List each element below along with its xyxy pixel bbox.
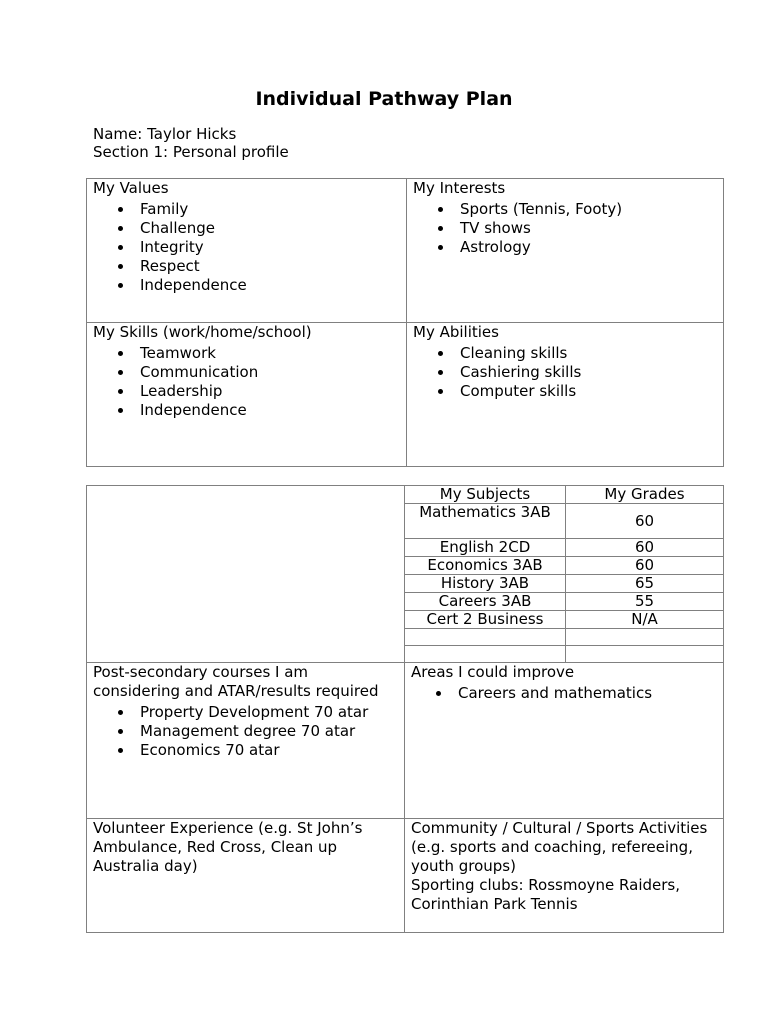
subject-cell: History 3AB bbox=[405, 575, 566, 593]
list-item: Property Development 70 atar bbox=[140, 703, 398, 722]
interests-list bbox=[413, 200, 717, 257]
list-item: Computer skills bbox=[460, 382, 717, 401]
list-item: Careers and mathematics bbox=[458, 684, 717, 703]
values-cell bbox=[87, 179, 407, 323]
list-item: Cashiering skills bbox=[460, 363, 717, 382]
list-item: Economics 70 atar bbox=[140, 741, 398, 760]
subject-cell: Careers 3AB bbox=[405, 593, 566, 611]
document-title: Individual Pathway Plan bbox=[255, 88, 513, 110]
volunteer-text: Volunteer Experience (e.g. St John’s Ambulance, Red Cross, Clean up Australia day) bbox=[93, 819, 363, 875]
name-line: Name: Taylor Hicks bbox=[93, 125, 237, 143]
grade-cell: 60 bbox=[566, 539, 724, 557]
list-item: Communication bbox=[140, 363, 400, 382]
list-item: Cleaning skills bbox=[460, 344, 717, 363]
list-item: Leadership bbox=[140, 382, 400, 401]
values-list bbox=[93, 200, 400, 295]
profile-meta bbox=[93, 125, 289, 161]
list-item: Teamwork bbox=[140, 344, 400, 363]
grade-cell: 55 bbox=[566, 593, 724, 611]
grade-cell bbox=[566, 646, 724, 663]
improve-heading: Areas I could improve bbox=[411, 663, 575, 681]
subject-cell: Economics 3AB bbox=[405, 557, 566, 575]
courses-heading: Post-secondary courses I am considering and ATAR/results required bbox=[93, 663, 379, 700]
subject-cell: Mathematics 3AB bbox=[405, 504, 566, 539]
skills-list bbox=[93, 344, 400, 420]
subject-cell bbox=[405, 646, 566, 663]
list-item: Independence bbox=[140, 401, 400, 420]
interests-heading: My Interests bbox=[413, 179, 506, 197]
list-item: Integrity bbox=[140, 238, 400, 257]
list-item: Family bbox=[140, 200, 400, 219]
improve-list bbox=[411, 684, 717, 703]
blank-cell bbox=[87, 486, 405, 663]
community-text: Community / Cultural / Sports Activities (e.g. sports and coaching, refereeing, youth groups) bbox=[411, 819, 708, 875]
abilities-heading: My Abilities bbox=[413, 323, 499, 341]
section-line: Section 1: Personal profile bbox=[93, 143, 289, 161]
personal-profile-table bbox=[86, 178, 724, 467]
grade-cell: 60 bbox=[566, 504, 724, 539]
volunteer-cell bbox=[87, 819, 405, 933]
grade-cell: 65 bbox=[566, 575, 724, 593]
pathway-table bbox=[86, 485, 724, 933]
list-item: Sports (Tennis, Footy) bbox=[460, 200, 717, 219]
subject-cell bbox=[405, 629, 566, 646]
list-item: Astrology bbox=[460, 238, 717, 257]
improve-cell bbox=[405, 663, 724, 819]
list-item: Respect bbox=[140, 257, 400, 276]
interests-cell bbox=[407, 179, 724, 323]
grade-cell bbox=[566, 629, 724, 646]
list-item: TV shows bbox=[460, 219, 717, 238]
abilities-cell bbox=[407, 323, 724, 467]
grades-header: My Grades bbox=[566, 486, 724, 504]
list-item: Challenge bbox=[140, 219, 400, 238]
subjects-header: My Subjects bbox=[405, 486, 566, 504]
skills-heading: My Skills (work/home/school) bbox=[93, 323, 312, 341]
sporting-clubs-text: Sporting clubs: Rossmoyne Raiders, Corinthian Park Tennis bbox=[411, 876, 680, 913]
abilities-list bbox=[413, 344, 717, 401]
values-heading: My Values bbox=[93, 179, 169, 197]
skills-cell bbox=[87, 323, 407, 467]
grade-cell: N/A bbox=[566, 611, 724, 629]
courses-list bbox=[93, 703, 398, 760]
courses-cell bbox=[87, 663, 405, 819]
grade-cell: 60 bbox=[566, 557, 724, 575]
subject-cell: Cert 2 Business bbox=[405, 611, 566, 629]
list-item: Independence bbox=[140, 276, 400, 295]
list-item: Management degree 70 atar bbox=[140, 722, 398, 741]
community-cell bbox=[405, 819, 724, 933]
subject-cell: English 2CD bbox=[405, 539, 566, 557]
